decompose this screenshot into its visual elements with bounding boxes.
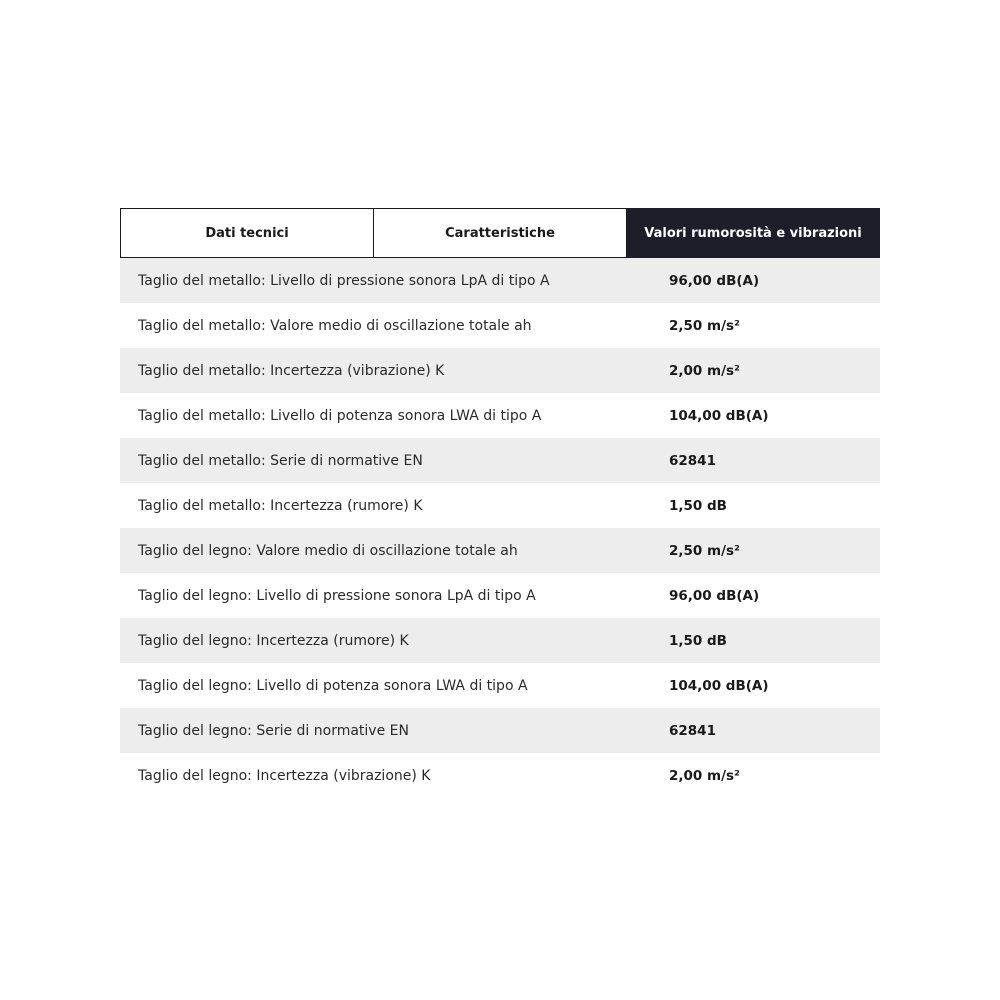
spec-label: Taglio del metallo: Valore medio di oscillazione totale ah [138, 317, 532, 334]
table-row [120, 663, 880, 708]
table-row [120, 258, 880, 303]
spec-label: Taglio del metallo: Incertezza (rumore) K [138, 497, 423, 514]
spec-value: 2,50 m/s² [669, 317, 740, 334]
spec-value: 62841 [669, 452, 716, 469]
spec-value: 96,00 dB(A) [669, 587, 760, 604]
table-row [120, 753, 880, 798]
tab-technical-data[interactable]: Dati tecnici [120, 208, 374, 258]
spec-label: Taglio del legno: Valore medio di oscillazione totale ah [138, 542, 518, 559]
spec-label: Taglio del metallo: Incertezza (vibrazione) K [138, 362, 445, 379]
spec-value: 104,00 dB(A) [669, 407, 769, 424]
spec-label: Taglio del legno: Incertezza (vibrazione) K [138, 767, 431, 784]
spec-label: Taglio del metallo: Serie di normative EN [138, 452, 423, 469]
table-row [120, 573, 880, 618]
spec-table [120, 208, 880, 798]
table-row [120, 618, 880, 663]
spec-value: 1,50 dB [669, 497, 727, 514]
spec-value: 96,00 dB(A) [669, 272, 760, 289]
spec-rows [120, 258, 880, 798]
table-row [120, 348, 880, 393]
spec-value: 1,50 dB [669, 632, 727, 649]
tab-noise-vibration[interactable]: Valori rumorosità e vibrazioni [627, 208, 880, 258]
spec-label: Taglio del metallo: Livello di pressione sonora LpA di tipo A [138, 272, 550, 289]
spec-label: Taglio del legno: Livello di pressione sonora LpA di tipo A [138, 587, 536, 604]
spec-value: 2,00 m/s² [669, 767, 740, 784]
spec-label: Taglio del metallo: Livello di potenza sonora LWA di tipo A [138, 407, 542, 424]
table-row [120, 528, 880, 573]
table-row [120, 483, 880, 528]
spec-value: 104,00 dB(A) [669, 677, 769, 694]
table-row [120, 708, 880, 753]
tab-features[interactable]: Caratteristiche [374, 208, 627, 258]
spec-value: 62841 [669, 722, 716, 739]
tab-bar [120, 208, 880, 258]
table-row [120, 438, 880, 483]
spec-value: 2,00 m/s² [669, 362, 740, 379]
spec-label: Taglio del legno: Incertezza (rumore) K [138, 632, 409, 649]
table-row [120, 303, 880, 348]
table-row [120, 393, 880, 438]
spec-value: 2,50 m/s² [669, 542, 740, 559]
spec-label: Taglio del legno: Livello di potenza sonora LWA di tipo A [138, 677, 528, 694]
spec-label: Taglio del legno: Serie di normative EN [138, 722, 409, 739]
